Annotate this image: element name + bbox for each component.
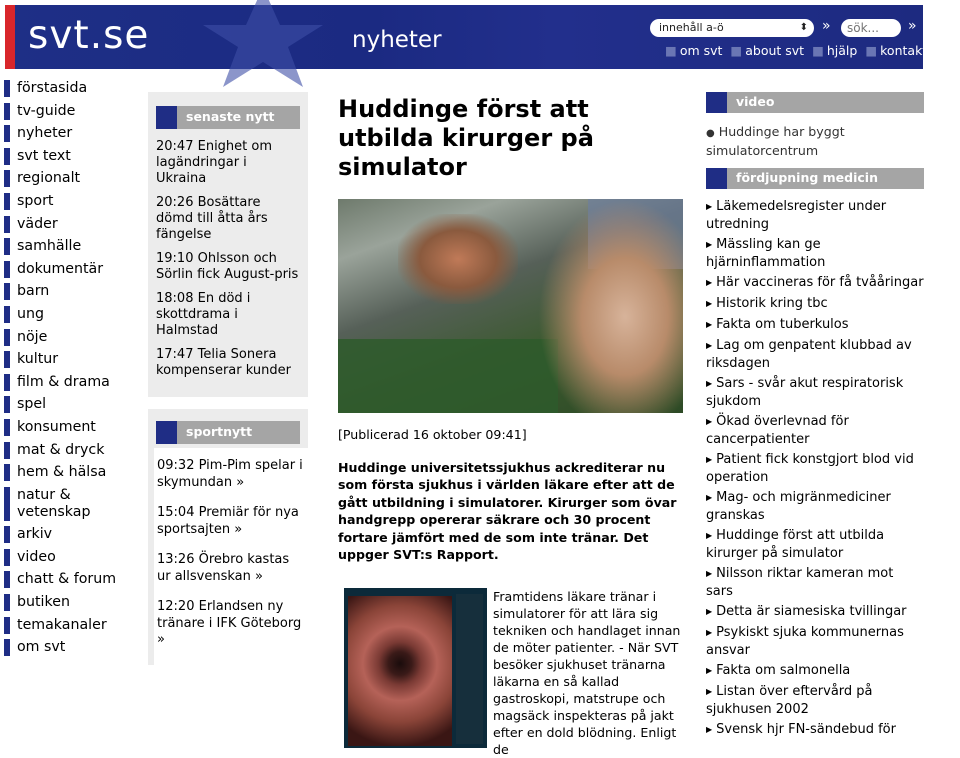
- news-item[interactable]: [156, 139, 300, 187]
- nav-svt-text[interactable]: svt text: [4, 148, 134, 165]
- nav-dokumentar[interactable]: dokumentär: [4, 261, 134, 278]
- arrow-right-icon: ▶: [706, 725, 713, 734]
- nav-film-drama[interactable]: film & drama: [4, 374, 134, 391]
- arrow-right-icon: ▶: [706, 569, 713, 578]
- article-headline: Huddinge först att utbilda kirurger på simulator: [338, 95, 594, 181]
- arrow-right-icon: ▶: [706, 379, 713, 388]
- article-lead: Huddinge universitetssjukhus ackrediterar nu som första sjukhus i världen läkare efter att de gått utbildning i simulatorer. Kirurger som övar handgrepp opererar säkrare och 30 procent fortare jämfört med de som inte tränar. Det uppger SVT:s Rapport.: [338, 460, 677, 563]
- link-kontakta-oss[interactable]: kontakta oss: [880, 43, 960, 58]
- select-go-button[interactable]: »: [822, 18, 831, 34]
- related-link[interactable]: ▶ Mässling kan ge hjärninflammation: [706, 237, 826, 270]
- related-link[interactable]: ▶ Fakta om salmonella: [706, 663, 851, 678]
- gastroscopy-image: [344, 588, 487, 748]
- news-time: 20:26: [156, 195, 194, 210]
- publish-date: [Publicerad 16 oktober 09:41]: [338, 427, 527, 442]
- site-logo[interactable]: svt.se: [28, 13, 150, 58]
- arrow-right-icon: ▶: [706, 299, 713, 308]
- arrow-right-icon: ▶: [706, 628, 713, 637]
- arrow-right-icon: ▶: [706, 278, 713, 287]
- content-select[interactable]: [650, 19, 814, 37]
- sport-text: Örebro kastas ur allsvenskan »: [157, 552, 290, 584]
- news-time: 17:47: [156, 347, 194, 362]
- section-title: nyheter: [352, 27, 442, 53]
- brand-stripe: [5, 5, 15, 69]
- related-link[interactable]: ▶ Listan över eftervård på sjukhusen 2002: [706, 684, 873, 717]
- news-text: Telia Sonera kompenserar kunder: [156, 347, 291, 378]
- arrow-right-icon: ▶: [706, 202, 713, 211]
- left-navigation: [4, 80, 134, 662]
- news-text: Bosättare dömd till åtta års fängelse: [156, 195, 268, 242]
- related-link[interactable]: ▶ Fakta om tuberkulos: [706, 317, 849, 332]
- latest-news-title: senaste nytt: [186, 109, 275, 124]
- arrow-right-icon: ▶: [706, 687, 713, 696]
- arrow-right-icon: ▶: [706, 607, 713, 616]
- sport-item[interactable]: [157, 599, 304, 649]
- nav-om-svt[interactable]: om svt: [4, 639, 134, 656]
- sport-news-box: [154, 448, 308, 665]
- sport-text: Pim-Pim spelar i skymundan »: [157, 458, 303, 490]
- site-header: [5, 5, 960, 69]
- article-body: Framtidens läkare tränar i simulatorer för att lära sig tekniken och handlaget innan de möter patienter. - När SVT besöker sjukhuset tränarna läkarna en så kallad gastroskopi, matstrupe och magsäck inspekteras på jakt efter en dold blödning. Enligt de: [493, 589, 681, 758]
- nav-arkiv[interactable]: arkiv: [4, 526, 134, 543]
- nav-sport[interactable]: sport: [4, 193, 134, 210]
- sport-time: 12:20: [157, 599, 195, 614]
- video-title: video: [736, 94, 775, 109]
- arrow-right-icon: ▶: [706, 417, 713, 426]
- sport-item[interactable]: [157, 458, 304, 491]
- arrow-right-icon: ▶: [706, 666, 713, 675]
- video-link[interactable]: ● Huddinge har byggt simulatorcentrum: [706, 124, 845, 158]
- news-item[interactable]: [156, 195, 300, 243]
- news-item[interactable]: [156, 291, 300, 339]
- arrow-right-icon: ▶: [706, 493, 713, 502]
- arrow-right-icon: ▶: [706, 240, 713, 249]
- right-column: [706, 92, 924, 742]
- sport-time: 09:32: [157, 458, 195, 473]
- sport-news-title: sportnytt: [186, 424, 253, 439]
- related-link[interactable]: ▶ Patient fick konstgjort blod vid operation: [706, 452, 914, 485]
- sport-item[interactable]: [157, 552, 304, 585]
- arrow-right-icon: ▶: [706, 455, 713, 464]
- related-link[interactable]: ▶ Här vaccineras för få tvååringar: [706, 275, 924, 290]
- search-input[interactable]: [841, 19, 901, 37]
- link-om-svt[interactable]: om svt: [679, 43, 723, 58]
- sport-text: Erlandsen ny tränare i IFK Göteborg »: [157, 599, 302, 647]
- sport-item[interactable]: [157, 505, 304, 538]
- related-link[interactable]: ▶ Psykiskt sjuka kommunernas ansvar: [706, 625, 904, 658]
- related-link[interactable]: ▶ Sars - svår akut respiratorisk sjukdom: [706, 376, 904, 409]
- latest-news-box: [148, 92, 308, 397]
- related-link[interactable]: ▶ Lag om genpatent klubbad av riksdagen: [706, 338, 912, 371]
- related-link[interactable]: ▶ Mag- och migränmediciner granskas: [706, 490, 891, 523]
- fordjupning-header: [706, 168, 924, 189]
- nav-nyheter[interactable]: nyheter: [4, 125, 134, 142]
- video-header: [706, 92, 924, 113]
- nav-samhalle[interactable]: samhälle: [4, 238, 134, 255]
- news-item[interactable]: [156, 251, 300, 283]
- nav-hem-halsa[interactable]: hem & hälsa: [4, 464, 134, 481]
- nav-butiken[interactable]: butiken: [4, 594, 134, 611]
- nav-vader[interactable]: väder: [4, 216, 134, 233]
- content-select-value: innehåll a-ö: [659, 21, 724, 34]
- nav-kultur[interactable]: kultur: [4, 351, 134, 368]
- link-about-svt[interactable]: about svt: [745, 43, 805, 58]
- article-body-row: [338, 588, 690, 758]
- arrow-right-icon: ▶: [706, 320, 713, 329]
- star-icon: [183, 0, 343, 87]
- article: [338, 95, 690, 758]
- sport-time: 13:26: [157, 552, 195, 567]
- nav-barn[interactable]: barn: [4, 283, 134, 300]
- nav-konsument[interactable]: konsument: [4, 419, 134, 436]
- news-time: 20:47: [156, 139, 194, 154]
- sport-news-frame: [148, 409, 308, 665]
- nav-spel[interactable]: spel: [4, 396, 134, 413]
- related-link[interactable]: ▶ Ökad överlevnad för cancerpatienter: [706, 414, 849, 447]
- search-go-button[interactable]: »: [908, 18, 917, 34]
- sport-news-header: [156, 421, 300, 444]
- news-text: En död i skottdrama i Halmstad: [156, 291, 251, 338]
- nav-chatt-forum[interactable]: chatt & forum: [4, 571, 134, 588]
- nav-video[interactable]: video: [4, 549, 134, 566]
- nav-tv-guide[interactable]: tv-guide: [4, 103, 134, 120]
- related-link[interactable]: ▶ Historik kring tbc: [706, 296, 828, 311]
- fordjupning-title: fördjupning medicin: [736, 170, 878, 185]
- nav-ung[interactable]: ung: [4, 306, 134, 323]
- news-time: 19:10: [156, 251, 194, 266]
- sport-text: Premiär för nya sportsajten »: [157, 505, 299, 537]
- nav-forstasida[interactable]: förstasida: [4, 80, 134, 97]
- news-time: 18:08: [156, 291, 194, 306]
- bullet-icon: ●: [706, 128, 715, 139]
- top-links: ■ om svt ■ about svt ■ hjälp ■ kontakta oss: [665, 43, 960, 58]
- news-text: Ohlsson och Sörlin fick August-pris: [156, 251, 299, 282]
- news-item[interactable]: [156, 347, 300, 379]
- arrow-right-icon: ▶: [706, 531, 713, 540]
- news-column: [148, 92, 308, 665]
- nav-temakanaler[interactable]: temakanaler: [4, 617, 134, 634]
- related-link[interactable]: ▶ Huddinge först att utbilda kirurger på simulator: [706, 528, 885, 561]
- nav-regionalt[interactable]: regionalt: [4, 170, 134, 187]
- nav-mat-dryck[interactable]: mat & dryck: [4, 442, 134, 459]
- arrow-right-icon: ▶: [706, 341, 713, 350]
- fordjupning-list: [706, 198, 924, 739]
- nav-noje[interactable]: nöje: [4, 329, 134, 346]
- related-link[interactable]: ▶ Detta är siamesiska tvillingar: [706, 604, 907, 619]
- select-arrows-icon: ⬍: [799, 22, 808, 33]
- news-text: Enighet om lagändringar i Ukraina: [156, 139, 273, 186]
- sport-time: 15:04: [157, 505, 195, 520]
- related-link[interactable]: ▶ Svensk hjr FN-sändebud för: [706, 722, 896, 737]
- related-link[interactable]: ▶ Läkemedelsregister under utredning: [706, 199, 887, 232]
- nav-natur-vetenskap[interactable]: natur & vetenskap: [4, 487, 134, 521]
- link-hjalp[interactable]: hjälp: [826, 43, 858, 58]
- latest-news-header: [156, 106, 300, 129]
- article-photo: [338, 199, 683, 413]
- related-link[interactable]: ▶ Nilsson riktar kameran mot sars: [706, 566, 894, 599]
